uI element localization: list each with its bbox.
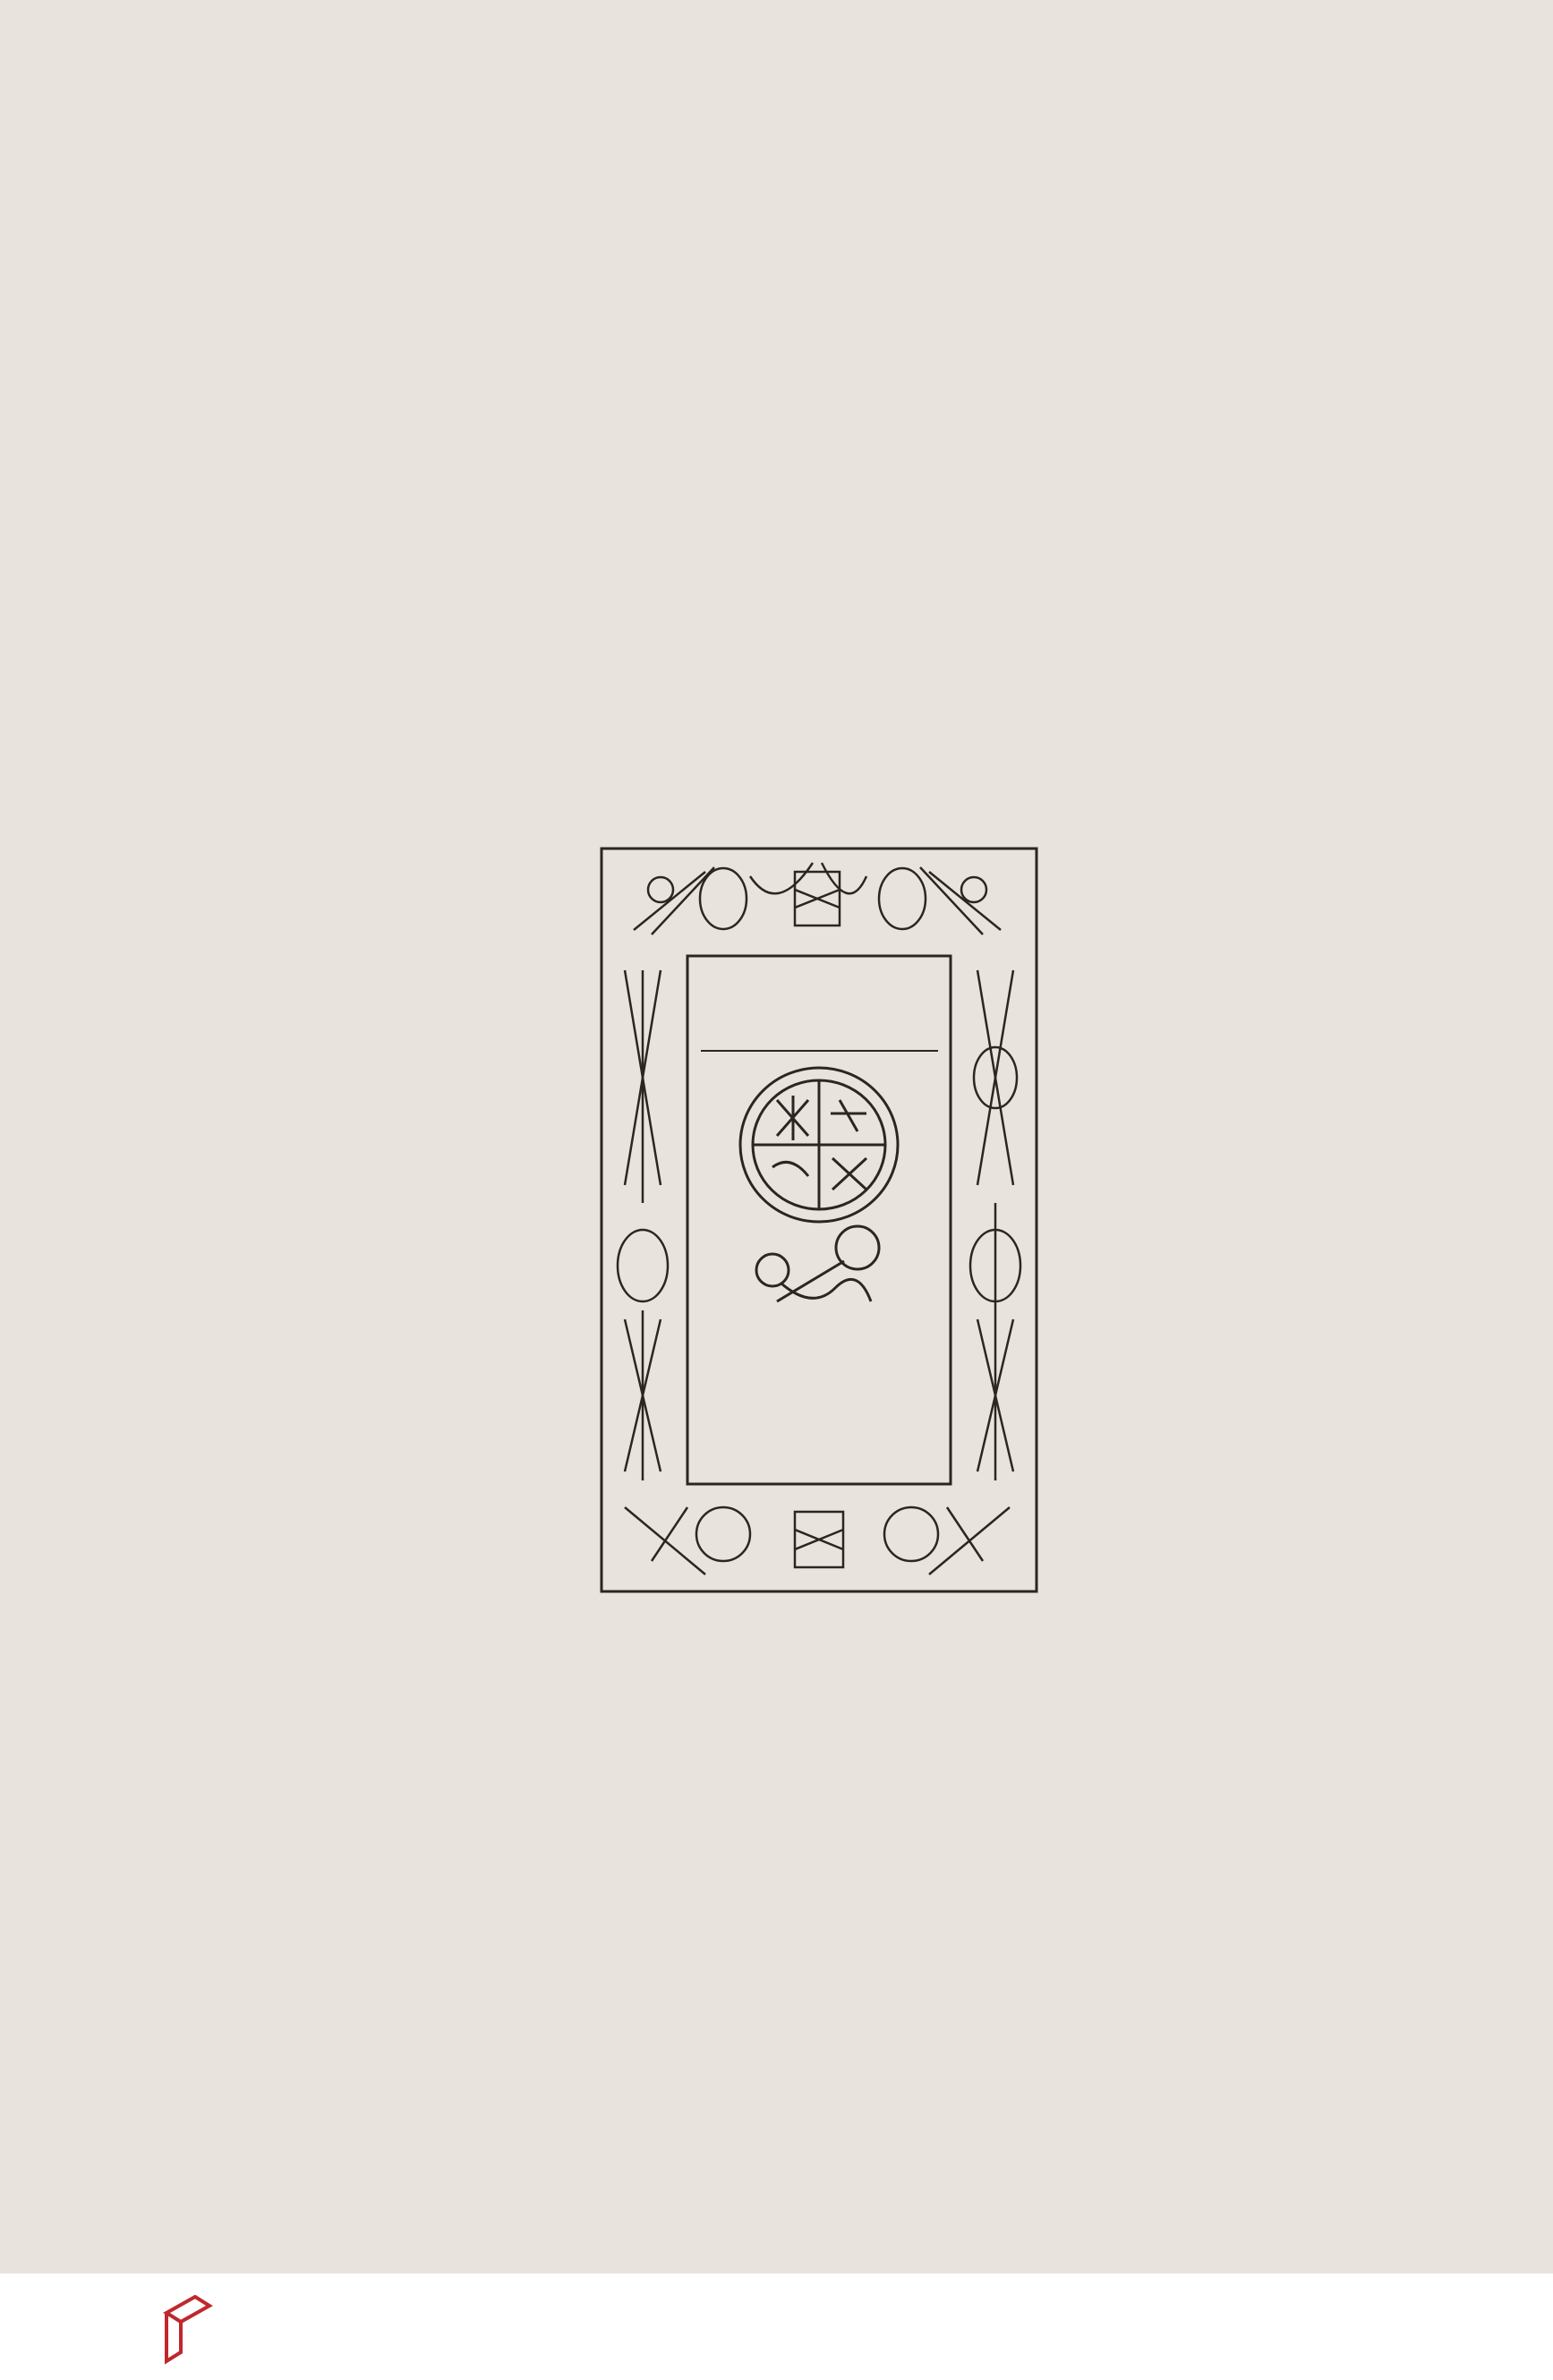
bottom-panoply: [625, 1507, 1010, 1574]
heraldic-shield: [740, 1068, 898, 1222]
ub-heidelberg-logo[interactable]: [20, 2295, 252, 2367]
inner-slab: [687, 956, 951, 1484]
insignia: [756, 1226, 879, 1301]
logo-mark-icon: [161, 2295, 215, 2365]
footer-bar: [0, 2273, 1553, 2380]
tomb-slab-illustration: [598, 845, 1040, 1595]
top-panoply: [634, 863, 1001, 934]
outer-frame: [602, 849, 1037, 1591]
left-panoply: [618, 970, 668, 1480]
dfg-logo[interactable]: [1356, 2282, 1526, 2372]
right-panoply: [970, 970, 1020, 1480]
